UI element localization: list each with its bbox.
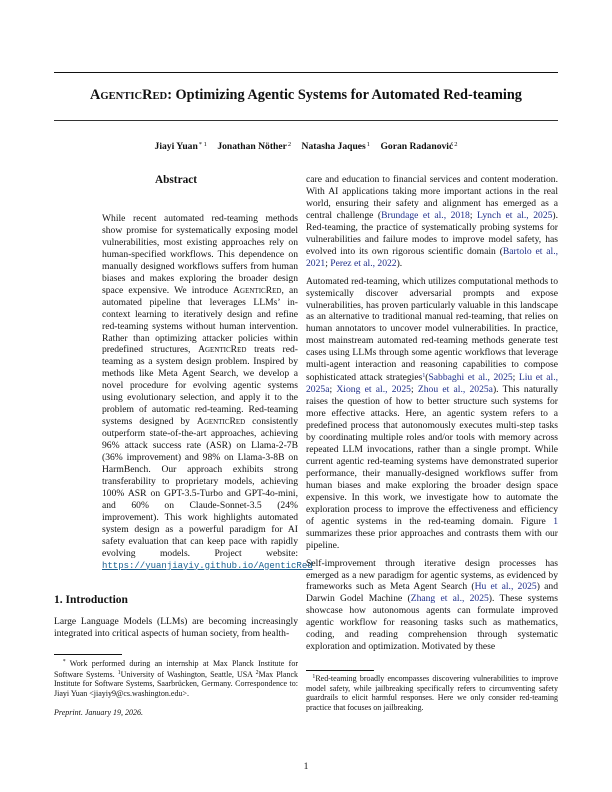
abstract-segment: treats red-teaming as a system design problem. Inspired by methods like Meta Agent Search, we develop a novel procedure for evolving agentic systems using evolutionary selection, and apply it to the problem of automatic red-teaming. Red-teaming systems designed by: [102, 344, 298, 428]
title-rule-top: [54, 72, 558, 73]
footnote-segment: Max Planck Institute for Software Systems, Saarbrücken, Germany. Correspondence to: Jiayi Yuan <jiayiy9@cs.washington.edu>.: [54, 669, 298, 698]
page-number: 1: [303, 761, 309, 772]
citation-link[interactable]: Hu et al., 2025: [474, 581, 537, 593]
title-smallcaps-part: A: [90, 87, 101, 103]
citation-link[interactable]: Zhang et al., 2025: [410, 593, 489, 605]
citation-link[interactable]: Liu et al., 2025a: [306, 372, 558, 396]
author-affiliation-mark: 1: [366, 141, 371, 148]
author: [217, 141, 291, 152]
author-name: Jonathan Nöther: [217, 141, 287, 152]
figure-ref-link[interactable]: 1: [553, 515, 558, 527]
introduction-paragraph-3: [306, 558, 558, 654]
footnote-segment: University of Washington, Seattle, USA: [120, 669, 256, 679]
paragraph-segment: ).: [396, 257, 403, 269]
method-name: AgenticRed: [196, 416, 246, 428]
method-name: AgenticRed: [198, 344, 247, 356]
paragraph-segment: ). These systems showcase how autonomous agents can formulate improved agentic workflow for reasoning tasks such as mathematics, coding, and reading comprehension through systematic exploration and optimization. Motivated by these: [306, 593, 558, 653]
abstract-segment: consistently outperform state-of-the-art approaches, achieving 96% attack success rate (ASR) on Llama-2-7B (36% improvement) and 98% on Llama-3-8B on HarmBench. Our approach exhibits strong transferability to proprietary models, achieving 100% ASR on GPT-3.5-Turbo and GPT-4o-mini, and 60% on Claude-Sonnet-3.5 (24% improvement). This work highlights automated system design as a powerful paradigm for AI safety evaluation that can keep pace with rapidly evolving models. Project website:: [102, 416, 299, 559]
right-column: [306, 174, 559, 712]
preprint-notice: Preprint. January 19, 2026.: [54, 708, 144, 717]
author-name: Goran Radanović: [380, 141, 454, 152]
paragraph-segment: ) and Darwin Godel Machine (: [306, 581, 558, 605]
introduction-text-left: Large Language Models (LLMs) are becoming increasingly integrated into critical aspects of human society, from health-: [54, 616, 298, 639]
title-text: : Optimizing Agentic Systems for Automated Red-teaming: [167, 87, 522, 103]
paper-title: [54, 87, 558, 104]
footnote-rule: [306, 670, 374, 671]
author-affiliation-mark: 2: [454, 141, 458, 148]
footnote-mark: 2: [255, 669, 259, 676]
footnote-mark: *: [62, 659, 66, 665]
citation-link[interactable]: Perez et al., 2022: [330, 257, 397, 269]
title-smallcaps-part: R: [142, 87, 153, 103]
abstract-text: [102, 213, 313, 573]
paragraph-segment: summarizes these prior approaches and contrasts them with our pipeline.: [306, 527, 558, 551]
citation-link[interactable]: Sabbaghi et al., 2025: [428, 372, 513, 384]
author: [155, 141, 207, 152]
citation-link[interactable]: Zhou et al., 2025a: [417, 384, 493, 396]
author-affiliation-mark: * 1: [198, 141, 207, 148]
paragraph-segment: ). Red-teaming, the practice of systematically probing systems for vulnerabilities and failure modes to improve model safety, has evolved into its own rigorous scientific domain (: [306, 209, 559, 257]
footnote-mark: 1: [117, 669, 121, 676]
left-column: [54, 174, 313, 717]
title-smallcaps-part: GENTIC: [100, 91, 143, 102]
citation-link[interactable]: Xiong et al., 2025: [336, 384, 411, 396]
footnote-ref-link[interactable]: 1: [422, 373, 426, 380]
footnote-rule: [54, 654, 122, 655]
footnote-mark: 1: [312, 674, 316, 680]
author-affiliation-mark: 2: [287, 141, 292, 148]
abstract-segment: , an automated pipeline that leverages LLMs’ in-context learning to iteratively design and refine red-teaming systems without human intervention. Rather than optimizing attacker policies within predefined structures,: [102, 284, 298, 356]
paragraph-segment: care and education to financial services and content moderation. With AI applications taking more important actions in the real world, ensuring their safety and alignment has emerged as a central challenge (: [306, 174, 558, 221]
abstract-heading: Abstract: [154, 174, 198, 186]
citation-link[interactable]: Bartolo et al., 2021: [306, 245, 558, 269]
author: [380, 141, 457, 152]
footnote-1: [306, 673, 558, 712]
citation-link[interactable]: Lynch et al., 2025: [477, 209, 553, 221]
method-name: AgenticRed: [233, 284, 282, 296]
paragraph-segment: Self-improvement through iterative design processes has emerged as a new paradigm for agentic systems, as evidenced by frameworks such as Meta Agent Search (: [306, 557, 558, 593]
title-rule-bottom: [54, 120, 558, 121]
author-list: [54, 141, 558, 152]
author: [302, 141, 371, 152]
project-website-link[interactable]: https://yuanjiayiy.github.io/AgenticRed: [102, 560, 313, 571]
abstract-segment: While recent automated red-teaming methods show promise for systematically exposing model vulnerabilities, most existing approaches rely on human-specified workflows. This dependence on manually designed workflows suffers from human biases and makes exploring the broader design space expensive. We introduce: [102, 213, 298, 296]
introduction-paragraph-1: care and education to financial services and content moderation. With AI applications taking more important actions in the real world, ensuring their safety and alignment has emerged as a central challenge (Brundage et al., 2018; Lynch et al., 2025). Red-teaming, the practice of systematically probing systems for vulnerabilities and failure modes to improve model safety, has evolved into its own rigorous scientific domain (Bartolo et al., 2021; Perez et al., 2022).: [306, 174, 559, 269]
footnote-text: Red-teaming broadly encompasses discovering vulnerabilities to improve model safety, while jailbreaking specifically refers to circumventing safety guardrails to elicit harmful responses. Here we only consider red-teaming practice that focuses on jailbreaking.: [306, 674, 559, 712]
footnote-segment: Work performed during an internship at Max Planck Institute for Software Systems.: [54, 659, 299, 679]
author-name: Jiayi Yuan: [154, 141, 198, 152]
citation-link[interactable]: Brundage et al., 2018: [381, 209, 470, 221]
title-smallcaps-part: ED: [152, 91, 168, 102]
section-heading-introduction: 1. Introduction: [54, 594, 128, 606]
paragraph-segment: Automated red-teaming, which utilizes computational methods to systemically discover adversarial prompts and expose vulnerabilities, has proven particularly valuable in this landscape as an alternative to traditional manual red-teaming, that relies on human annotators to uncover model vulnerabilities. In practice, most mainstream automated red-teaming methods generate test cases using LLMs through some agentic workflows that leverage multi-agent interaction and reasoning capabilities to compose sophisticated attack strategies: [306, 275, 558, 384]
introduction-paragraph-2: Automated red-teaming, which utilizes computational methods to systemically discover adversarial prompts and expose vulnerabilities, has proven particularly valuable in this landscape as an alternative to traditional manual red-teaming, that relies on human annotators to uncover model vulnerabilities. In practice, most mainstream automated red-teaming methods generate test cases using LLMs through some agentic workflows that leverage multi-agent interaction and reasoning capabilities to compose sophisticated attack strategies$^1$(Sabbaghi et al., 2025; Liu et al., 2025a; Xiong et al., 2025; Zhou et al., 2025a). This naturally raises the question of how to better structure such systems for more effective attacks. Here, an agentic system refers to a predefined process that autonomously executes multi-step tasks by coordinating multiple roles and/or tools with memory across repeated LLM invocations, rather than a single prompt. While current agentic red-teaming systems have demonstrated superior performance, their manually-designed workflows suffer from human biases and make exploring the broader design space expensive. In this work, we investigate how to automate the exploration process to improve the effectiveness and efficiency of agentic systems in the red-teaming domain. Figure 1 summarizes these prior approaches and contrasts them with our pipeline.: [306, 275, 558, 551]
paragraph-segment: ). This naturally raises the question of how to better structure such systems for more effective attacks. Here, an agentic system refers to a predefined process that autonomously executes multi-step tasks by coordinating multiple roles and/or tools with memory across repeated LLM invocations, rather than a single prompt. While current agentic red-teaming systems have demonstrated superior performance, their manually-designed workflows suffer from human biases and make exploring the broader design space expensive. In this work, we investigate how to automate the exploration process to improve the effectiveness and efficiency of agentic systems in the red-teaming domain. Figure: [306, 384, 558, 527]
affiliation-footnote: [54, 658, 298, 698]
author-name: Natasha Jaques: [301, 141, 366, 152]
